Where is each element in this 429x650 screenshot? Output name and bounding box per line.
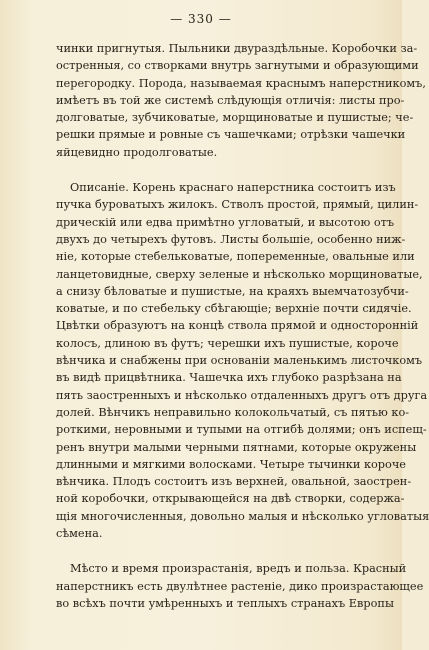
text-line: во всѣхъ почти умѣренныхъ и теплыхъ странахъ Европы	[56, 596, 394, 610]
text-line: ланцетовидные, сверху зеленые и нѣсколько морщиноватые,	[56, 267, 423, 281]
text-line: вѣнчика и снабжены при основаніи маленькимъ листочкомъ	[56, 354, 423, 368]
text-line: наперстникъ есть двулѣтнее растеніе, дико произрастающее	[56, 579, 424, 593]
text-line: щія многочисленныя, довольно малыя и нѣсколько угловатыя	[56, 509, 429, 523]
text-line: сѣмена.	[56, 527, 103, 541]
text-line: Мѣсто и время произрастанія, вредъ и польза. Красный	[70, 562, 407, 576]
text-line: Цвѣтки образуютъ на концѣ ствола прямой и односторонній	[56, 319, 419, 333]
text-line: роткими, неровными и тупыми на отгибѣ долями; онъ испещ-	[56, 423, 427, 437]
text-line: решки прямые и ровные съ чашечками; отрѣзки чашечки	[56, 128, 406, 142]
page-body	[56, 40, 429, 612]
text-line: вѣнчика. Плодъ состоитъ изъ верхней, овальной, заострен-	[56, 475, 412, 489]
text-line: двухъ до четырехъ футовъ. Листы большіе, особенно ниж-	[56, 232, 406, 246]
paragraph-3	[56, 560, 424, 612]
text-line: ніе, которые стебельковатые, попеременные, овальные или	[56, 250, 415, 264]
text-line: ренъ внутри малыми черными пятнами, которые окружены	[56, 440, 417, 454]
text-line: перегородку. Порода, называемая краснымъ наперстникомъ,	[56, 76, 426, 90]
text-line: имѣетъ въ той же системѣ слѣдующія отличія: листы про-	[56, 93, 405, 107]
paragraph-1	[56, 40, 426, 161]
text-line: чинки пригнутыя. Пыльники двураздѣльные. Коробочки за-	[56, 42, 418, 55]
page-number: — 330 —	[170, 12, 232, 26]
text-line: пучка буроватыхъ жилокъ. Стволъ простой, прямый, цилин-	[56, 198, 419, 212]
text-line: долей. Вѣнчикъ неправильно колокольчатый, съ пятью ко-	[56, 405, 410, 419]
text-line: длинными и мягкими волосками. Четыре тычинки короче	[56, 457, 406, 471]
text-line: Описаніе. Корень краснаго наперстника состоитъ изъ	[70, 181, 396, 195]
text-line: ной коробочки, открывающейся на двѣ створки, содержа-	[56, 492, 405, 506]
text-line: въ видѣ прицвѣтника. Чашечка ихъ глубоко разрѣзана на	[56, 371, 402, 385]
text-line: а снизу бѣловатые и пушистые, на краяхъ выемчатозубчи-	[56, 284, 409, 298]
text-line: яйцевидно продолговатые.	[56, 145, 218, 159]
text-line: дрическій или едва примѣтно угловатый, и высотою отъ	[56, 215, 395, 229]
text-line: долговатые, зубчиковатые, морщиноватые и пушистые; че-	[56, 111, 414, 125]
text-line: колосъ, длиною въ футъ; черешки ихъ пушистые, короче	[56, 336, 399, 350]
paragraph-2	[56, 179, 429, 542]
text-line: коватые, и по стебельку сбѣгающіе; верхніе почти сидячіе.	[56, 302, 412, 316]
text-line: пять заостренныхъ и нѣсколько отдаленныхъ другъ отъ друга	[56, 388, 428, 402]
text-line: остренныя, со створками внутрь загнутыми и образующими	[56, 59, 419, 73]
